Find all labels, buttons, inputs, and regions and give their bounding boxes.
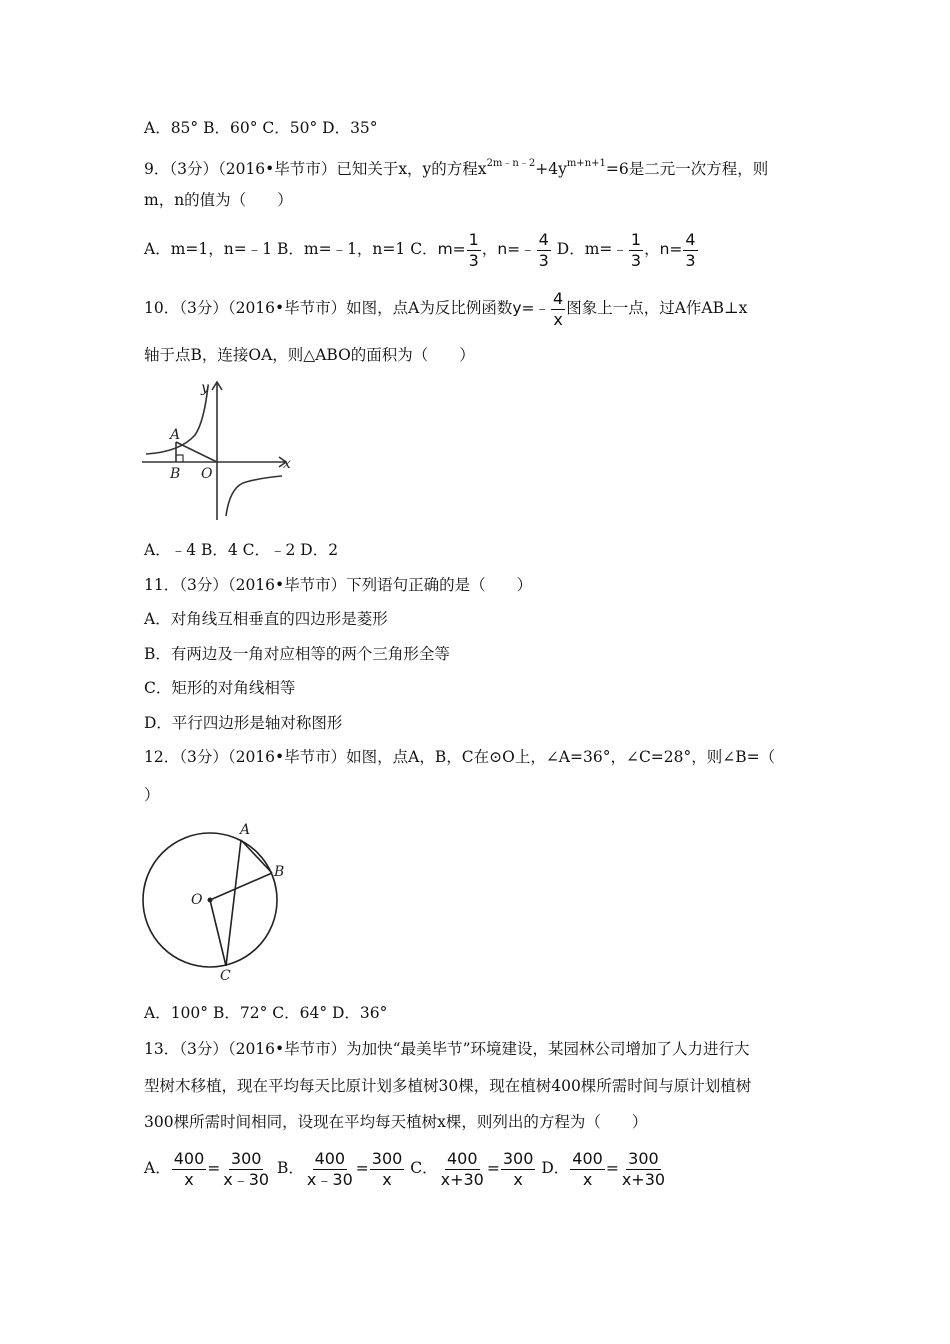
q9-optd-num1: 1 (630, 229, 642, 249)
center-dot (208, 898, 213, 903)
q9-optd-frac1 (629, 231, 643, 270)
q13-d-label: D． (541, 1159, 570, 1177)
q12-figure (138, 818, 298, 986)
q9-exponent-2: m+n+1 (566, 158, 606, 169)
segment-ao (176, 442, 217, 462)
q13-c-label: C． (410, 1159, 438, 1177)
q13-b-den2: x (382, 1169, 392, 1189)
q13-b-eq: = (355, 1159, 369, 1177)
q9-mid: +4y (535, 160, 567, 178)
label-b: B (274, 864, 285, 880)
q9-options (144, 228, 699, 270)
q13-c-den2: x (513, 1169, 523, 1189)
q9-optc-lhs: m= (437, 240, 466, 258)
q10-stem-line2: 轴于点B，连接OA，则△ABO的面积为（ ） (144, 346, 475, 364)
q9-optd-mid: ，n= (644, 240, 683, 258)
q10-func-frac (551, 290, 565, 329)
label-o: O (191, 892, 203, 908)
q9-optc-den1: 3 (468, 250, 479, 270)
q13-c-frac1 (439, 1150, 486, 1189)
q9-optd-label: D．m=﹣ (551, 240, 628, 258)
q13-d-num1: 400 (572, 1148, 603, 1168)
q10-options: A．﹣4 B．4 C．﹣2 D．2 (144, 541, 339, 559)
hyperbola-branch-right (226, 476, 282, 516)
q13-a-den2: x﹣30 (223, 1169, 270, 1189)
q13-stem-line1: 13．（3分）（2016•毕节市）为加快“最美毕节”环境建设，某园林公司增加了人力进行大 (144, 1040, 750, 1058)
q13-d-den1: x (582, 1169, 593, 1189)
q13-d-frac1 (570, 1150, 605, 1189)
q9-optd-frac2 (683, 231, 697, 270)
q13-b-label: B． (277, 1159, 304, 1177)
q10-figure (140, 378, 300, 528)
q9-optc-mid: ，n=﹣ (481, 240, 536, 258)
q13-b-den1: x﹣30 (306, 1169, 353, 1189)
q13-a-label: A． (144, 1159, 171, 1177)
q11-option-a: A．对角线互相垂直的四边形是菱形 (144, 610, 388, 628)
q13-b-frac2 (370, 1150, 405, 1189)
q9-prefix: 9．（3分）（2016•毕节市）已知关于x，y的方程x (144, 160, 487, 178)
q9-optc-frac2 (537, 231, 551, 270)
q13-c-eq: = (486, 1159, 500, 1177)
q13-d-den2: x+30 (621, 1169, 666, 1189)
segment-oc (210, 900, 226, 966)
label-x: x (283, 456, 291, 472)
q9-optc-frac1 (467, 231, 481, 270)
q13-stem-line2: 型树木移植，现在平均每天比原计划多植树30棵，现在植树400棵所需时间与原计划植树 (144, 1077, 752, 1095)
q13-c-num2: 300 (502, 1148, 534, 1168)
q12-stem-line2: ） (144, 786, 160, 804)
segment-ob (210, 873, 272, 900)
label-a: A (240, 822, 251, 838)
q10-func-den: x (553, 309, 563, 329)
q10-func-num: 4 (553, 288, 564, 308)
right-angle-mark (176, 455, 183, 462)
q13-b-frac1 (305, 1150, 355, 1189)
q10-suffix: 图象上一点，过A作AB⊥x (566, 299, 748, 317)
q13-c-den1: x+30 (440, 1169, 484, 1189)
q13-a-den1: x (184, 1169, 194, 1189)
q13-c-frac2 (501, 1150, 536, 1189)
q9-stem (144, 154, 768, 179)
q13-a-num1: 400 (173, 1148, 205, 1168)
q13-d-num2: 300 (628, 1148, 659, 1168)
chord-ac (226, 840, 241, 966)
q11-option-c: C．矩形的对角线相等 (144, 679, 296, 697)
q13-options (144, 1145, 668, 1191)
q11-stem: 11．（3分）（2016•毕节市）下列语句正确的是（ ） (144, 576, 533, 594)
q13-c-num1: 400 (446, 1148, 478, 1168)
q9-option-ab: A．m=1，n=﹣1 B．m=﹣1，n=1 C． (144, 240, 438, 258)
q9-suffix: =6是二元一次方程，则 (605, 160, 769, 178)
label-a: A (170, 427, 181, 443)
q11-option-b: B．有两边及一角对应相等的两个三角形全等 (144, 645, 450, 663)
q9-stem-line2: m，n的值为（ ） (144, 191, 293, 209)
q12-options: A．100° B．72° C．64° D．36° (144, 1004, 388, 1022)
q9-optc-num2: 4 (538, 229, 549, 249)
q9-optc-den2: 3 (538, 250, 549, 270)
q13-b-num1: 400 (314, 1148, 346, 1168)
q11-option-d: D．平行四边形是轴对称图形 (144, 714, 343, 732)
q13-a-frac2 (221, 1150, 271, 1189)
label-o: O (201, 466, 213, 482)
label-b: B (170, 466, 181, 482)
q13-a-eq: = (207, 1159, 221, 1177)
q13-d-frac2 (620, 1150, 667, 1189)
q10-prefix: 10．（3分）（2016•毕节市）如图，点A为反比例函数 (144, 299, 513, 317)
q10-stem (144, 287, 747, 329)
q13-a-frac1 (172, 1150, 207, 1189)
label-c: C (220, 968, 231, 984)
q12-stem: 12．（3分）（2016•毕节市）如图，点A，B，C在⊙O上，∠A=36°，∠C=28°，则∠B=（ (144, 748, 776, 766)
q13-stem-line3: 300棵所需时间相同，设现在平均每天植树x棵，则列出的方程为（ ） (144, 1113, 648, 1131)
q9-exponent-1: 2m﹣n﹣2 (486, 158, 536, 169)
q13-a-num2: 300 (230, 1148, 262, 1168)
q9-optd-num2: 4 (685, 229, 696, 249)
q13-b-num2: 300 (371, 1148, 403, 1168)
q10-func-lhs: y=﹣ (512, 299, 551, 317)
hyperbola-branch-left (146, 386, 208, 454)
q13-d-eq: = (605, 1159, 619, 1177)
chord-ab (241, 840, 272, 873)
q9-optd-den2: 3 (685, 250, 696, 270)
q9-optd-den1: 3 (630, 250, 642, 270)
label-y: y (201, 380, 209, 396)
q9-optc-num1: 1 (468, 229, 479, 249)
q8-options: A．85° B．60° C．50° D．35° (144, 119, 378, 137)
